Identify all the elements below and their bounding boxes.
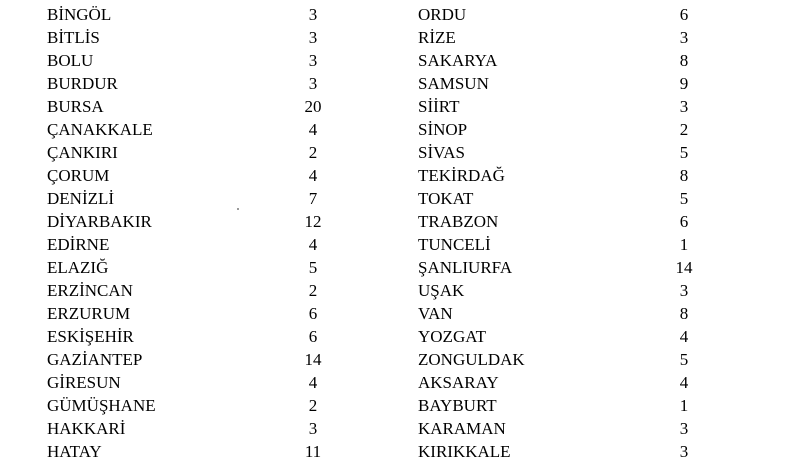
province-name: ÇANKIRI — [47, 143, 118, 162]
province-count: 3 — [679, 442, 689, 461]
province-name: BİNGÖL — [47, 5, 112, 24]
province-count: 3 — [679, 97, 689, 116]
province-count: 12 — [304, 212, 322, 231]
province-count: 6 — [679, 5, 689, 24]
province-name: SAMSUN — [418, 74, 489, 93]
province-name: VAN — [418, 304, 453, 323]
province-name: DENİZLİ — [47, 189, 115, 208]
province-count: 5 — [308, 258, 318, 277]
province-count: 3 — [308, 5, 318, 24]
province-count: 4 — [679, 373, 689, 392]
province-name: KARAMAN — [418, 419, 506, 438]
province-count: 3 — [679, 281, 689, 300]
province-count: 2 — [308, 281, 318, 300]
province-name: SİNOP — [418, 120, 468, 139]
province-name: TEKİRDAĞ — [418, 166, 505, 185]
province-count: 3 — [679, 419, 689, 438]
province-name: ÇANAKKALE — [47, 120, 153, 139]
province-count: 3 — [308, 74, 318, 93]
province-count: 14 — [675, 258, 693, 277]
province-count: 8 — [679, 166, 689, 185]
scan-speck — [237, 208, 239, 210]
province-count: 4 — [308, 120, 318, 139]
province-count: 20 — [304, 97, 322, 116]
province-name: BOLU — [47, 51, 94, 70]
province-name: TOKAT — [418, 189, 474, 208]
province-name: YOZGAT — [418, 327, 486, 346]
province-name: BİTLİS — [47, 28, 100, 47]
province-name: AKSARAY — [418, 373, 499, 392]
province-name: ŞANLIURFA — [418, 258, 513, 277]
province-count: 6 — [308, 327, 318, 346]
province-count: 3 — [679, 28, 689, 47]
province-count: 1 — [679, 235, 689, 254]
province-name: TRABZON — [418, 212, 499, 231]
province-count: 3 — [308, 28, 318, 47]
province-name: TUNCELİ — [418, 235, 491, 254]
province-count: 7 — [308, 189, 318, 208]
province-count: 8 — [679, 304, 689, 323]
province-name: SİİRT — [418, 97, 460, 116]
province-count: 11 — [304, 442, 322, 461]
province-count: 6 — [679, 212, 689, 231]
province-name: BURDUR — [47, 74, 118, 93]
province-count: 9 — [679, 74, 689, 93]
province-count: 2 — [308, 396, 318, 415]
province-name: ELAZIĞ — [47, 258, 109, 277]
province-name: ERZURUM — [47, 304, 131, 323]
province-count: 2 — [308, 143, 318, 162]
province-name: ZONGULDAK — [418, 350, 525, 369]
province-name: BURSA — [47, 97, 104, 116]
province-count: 3 — [308, 51, 318, 70]
province-count: 5 — [679, 143, 689, 162]
province-name: ERZİNCAN — [47, 281, 133, 300]
province-name: DİYARBAKIR — [47, 212, 152, 231]
province-name: ORDU — [418, 5, 467, 24]
province-name: ESKİŞEHİR — [47, 327, 134, 346]
province-count: 14 — [304, 350, 322, 369]
province-name: UŞAK — [418, 281, 465, 300]
province-count: 4 — [308, 166, 318, 185]
province-count: 3 — [308, 419, 318, 438]
province-count: 1 — [679, 396, 689, 415]
province-name: GİRESUN — [47, 373, 121, 392]
province-name: SAKARYA — [418, 51, 498, 70]
province-name: EDİRNE — [47, 235, 110, 254]
province-count: 6 — [308, 304, 318, 323]
province-count: 5 — [679, 350, 689, 369]
province-name: ÇORUM — [47, 166, 110, 185]
province-name: RİZE — [418, 28, 456, 47]
province-name: HATAY — [47, 442, 102, 461]
province-count: 8 — [679, 51, 689, 70]
province-count: 4 — [308, 373, 318, 392]
province-count: 4 — [308, 235, 318, 254]
province-name: GÜMÜŞHANE — [47, 396, 156, 415]
province-name: KIRIKKALE — [418, 442, 511, 461]
province-name: SİVAS — [418, 143, 465, 162]
province-name: GAZİANTEP — [47, 350, 143, 369]
province-count: 2 — [679, 120, 689, 139]
province-name: HAKKARİ — [47, 419, 126, 438]
province-name: BAYBURT — [418, 396, 497, 415]
province-count: 5 — [679, 189, 689, 208]
province-count: 4 — [679, 327, 689, 346]
